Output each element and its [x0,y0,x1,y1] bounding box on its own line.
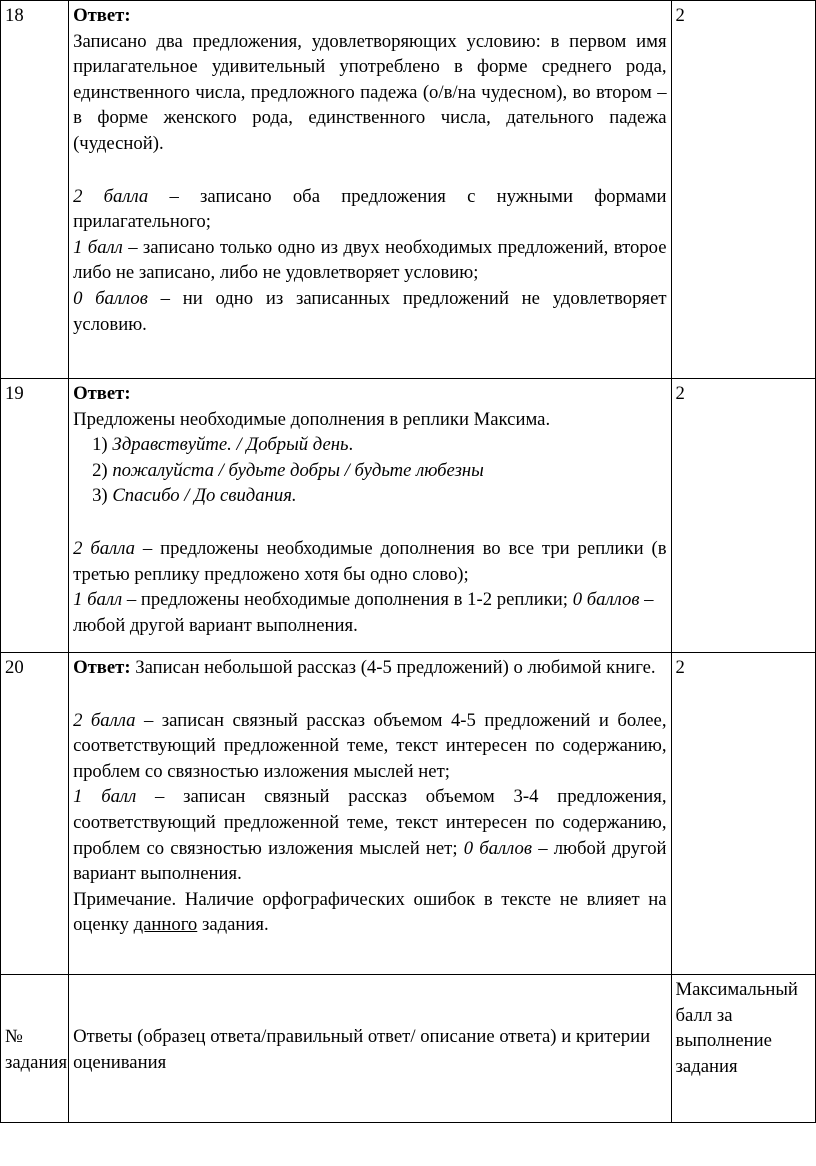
answer-cell [69,653,671,975]
max-score: 2 [671,653,815,975]
task-number: 20 [1,653,69,975]
header-answers: Ответы (образец ответа/правильный ответ/ описание ответа) и критерии оценивания [69,975,671,1123]
criteria-item [73,286,666,337]
list-number: 1) [92,434,108,456]
criteria-item [73,708,666,785]
list-item [73,432,666,458]
list-text: Здравствуйте. / Добрый день [112,434,349,456]
answer-text: Предложены необходимые дополнения в реплики Максима. [73,408,551,430]
header-task-number: № задания [1,975,69,1123]
criteria-item [73,784,666,886]
criteria-points: 0 баллов [572,589,640,611]
table-header-row [1,975,816,1123]
criteria-points: 2 балла [73,709,136,731]
criteria-text: – предложены необходимые дополнения в 1-2 реплики; [122,589,573,611]
criteria-points: 1 балл [73,236,123,258]
criteria-item [73,536,666,587]
header-max-score: Максимальный балл за выполнение задания [671,975,815,1123]
answer-text: Записан небольшой рассказ (4-5 предложений) о любимой книге. [130,657,656,678]
note-underlined: данного [133,914,198,936]
criteria-text: – записано оба предложения с нужными формами прилагательного; [73,185,667,233]
criteria-item [73,184,666,235]
note [73,887,666,938]
criteria-text: – записано только одно из двух необходимых предложений, второе либо не записано, либо не удовлетворяет условию; [73,236,667,284]
answer-label: Ответ: [73,383,131,404]
criteria-text: – записан связный рассказ объемом 3-4 предложения, соответствующий предложенной теме, текст интересен по содержанию, проблем со связностью изложения мыслей нет; [73,786,667,859]
criteria-points: 1 балл [73,589,123,611]
answer-paragraph [73,655,666,681]
max-score: 2 [671,1,815,379]
criteria-text: – любой другой вариант выполнения. [73,837,667,885]
table-row [1,379,816,653]
criteria-points: 2 балла [73,537,135,559]
table-row [1,1,816,379]
answer-label: Ответ: [73,657,131,678]
criteria-points: 2 балла [73,185,149,207]
criteria-points: 0 баллов [73,287,148,309]
criteria-text: – любой другой вариант выполнения. [73,589,654,636]
list-number: 2) [92,459,108,481]
criteria-item [73,235,666,286]
criteria-points: 0 баллов [463,837,532,859]
criteria-item [73,587,666,638]
list-text: пожалуйста / будьте добры / будьте любезны [112,459,484,481]
answer-cell [69,1,671,379]
criteria-text: – записан связный рассказ объемом 4-5 предложений и более, соответствующий предложенной теме, текст интересен по содержанию, проблем со связностью изложения мыслей нет; [73,709,667,782]
criteria-points: 1 балл [73,786,137,808]
note-text: задания. [197,914,269,936]
task-number: 18 [1,1,69,379]
answer-text: Записано два предложения, удовлетворяющих условию: в первом имя прилагательное удивительный употреблено в форме среднего рода, единственного числа, предложного падежа (о/в/на чудесном), во втором – в форме женского рода, единственного числа, дательного падежа (чудесной). [73,30,667,154]
list-item [73,458,666,484]
list-number: 3) [92,485,108,507]
criteria-text: – ни одно из записанных предложений не удовлетворяет условию. [73,287,667,335]
note-text: Примечание. Наличие орфографических ошибок в тексте не влияет на оценку [73,888,667,936]
max-score: 2 [671,379,815,653]
task-number: 19 [1,379,69,653]
answer-cell [69,379,671,653]
list-text: Спасибо / До свидания. [112,485,297,507]
list-tail: . [348,434,354,456]
list-item [73,483,666,509]
criteria-text: – предложены необходимые дополнения во все три реплики (в третью реплику предложено хотя бы одно слово); [73,537,667,585]
answer-label: Ответ: [73,5,131,26]
table-row [1,653,816,975]
